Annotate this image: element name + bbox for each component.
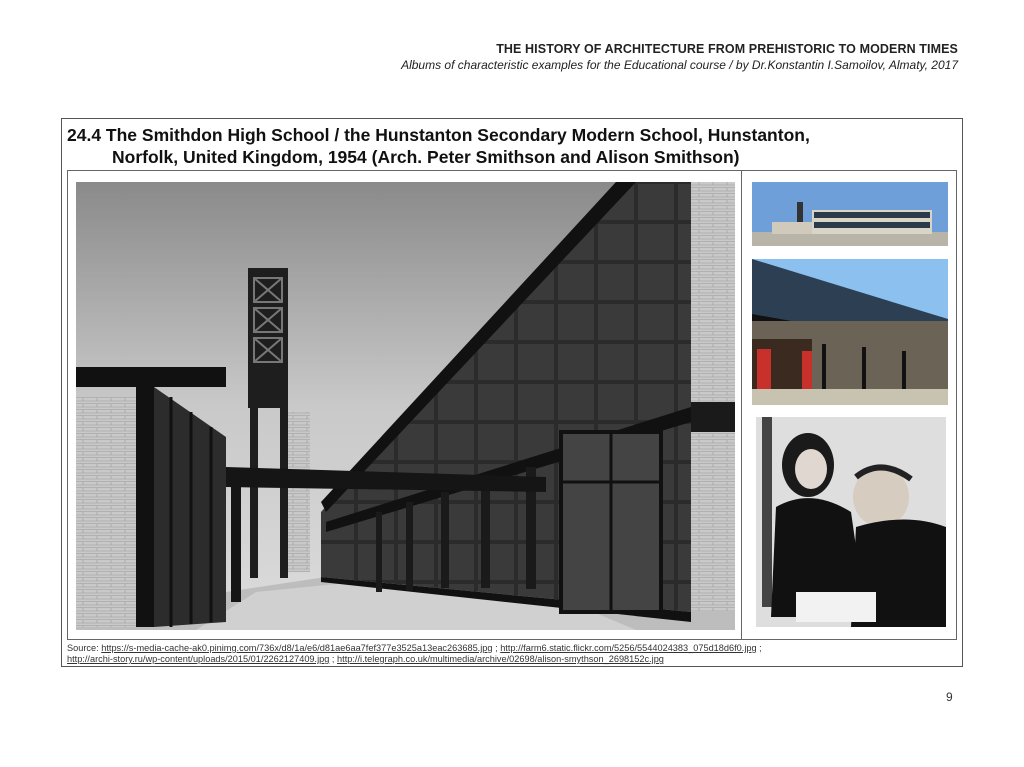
source-separator: ; (495, 643, 498, 653)
source-link-2[interactable]: http://farm6.static.flickr.com/5256/5544024383_075d18d6f0.jpg (500, 643, 757, 653)
slide-title-line1: 24.4 The Smithdon High School / the Hunstanton Secondary Modern School, Hunstanton, (67, 125, 810, 145)
facade-thumb-illustration (752, 259, 948, 405)
course-subtitle: Albums of characteristic examples for the Educational course / by Dr.Konstantin I.Samoilov, Almaty, 2017 (401, 58, 958, 72)
thumb-architects-portrait (756, 417, 946, 627)
source-separator: ; (759, 643, 762, 653)
school-photo-illustration (76, 182, 735, 630)
course-title: THE HISTORY OF ARCHITECTURE FROM PREHISTORIC TO MODERN TIMES (496, 42, 958, 56)
source-link-4[interactable]: http://i.telegraph.co.uk/multimedia/archive/02698/alison-smythson_2698152c.jpg (337, 654, 664, 664)
source-separator: ; (331, 654, 335, 664)
source-citation (67, 643, 957, 665)
source-label: Source: (67, 643, 99, 653)
portrait-thumb-illustration (756, 417, 946, 627)
exterior-thumb-illustration (752, 182, 948, 246)
source-link-3[interactable]: http://archi-story.ru/wp-content/uploads/2015/01/2262127409.jpg (67, 654, 330, 664)
source-link-1[interactable]: https://s-media-cache-ak0.pinimg.com/736x/d8/1a/e6/d81ae6aa7fef377e3525a13eac263685.jpg (101, 643, 493, 653)
main-photo-school (76, 182, 735, 630)
page-number: 9 (946, 690, 953, 704)
image-divider (741, 170, 742, 640)
header (401, 42, 958, 72)
slide-title (67, 124, 957, 168)
thumb-facade (752, 259, 948, 405)
slide-title-line2: Norfolk, United Kingdom, 1954 (Arch. Peter Smithson and Alison Smithson) (112, 147, 740, 167)
thumb-exterior (752, 182, 948, 246)
